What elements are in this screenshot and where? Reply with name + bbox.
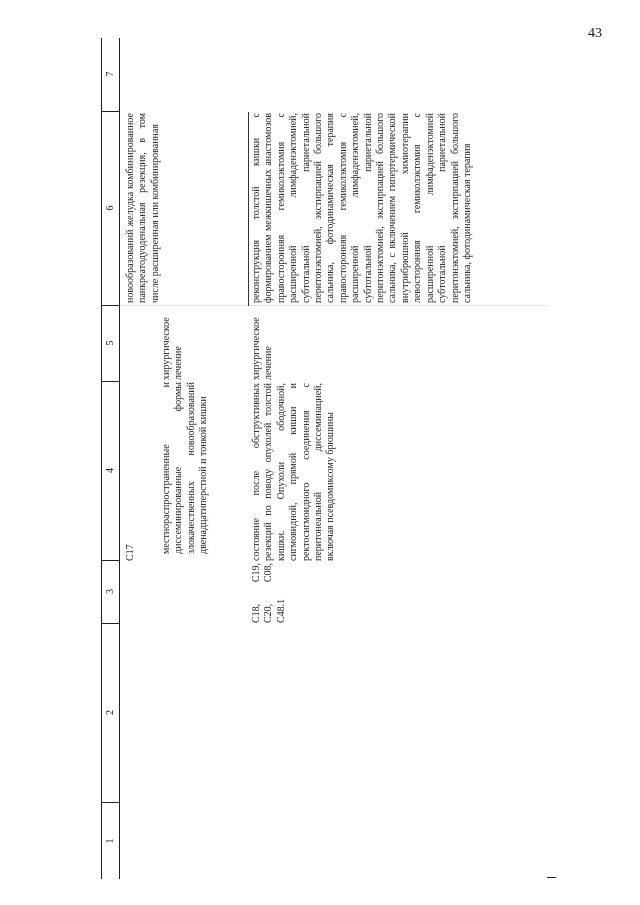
row2-treatment: хирургическое лечение	[251, 317, 275, 380]
header-col-6: 6	[102, 111, 119, 306]
table-header	[101, 38, 120, 879]
header-col-2: 2	[102, 623, 119, 803]
row2-method: реконструкция толстой кишки с формированием межкишечных анастомозов правосторонняя гемиколэктомия с расширенной лимфаденэктомией, субтотальной париетальной перитонэктомией, экстирпацией большого сальника, фотодинамическая терапия правосторонняя гемиколэктомия с расширенной лимфаденэктомией, субтотальной париетальной перитонэктомией, экстирпацией большого сальника, с включением гипертермической внутрибрюшной химиотерапии левосторонняя гемиколэктомия с расширенной лимфаденэктомией субтотальной париетальной перитонэктомией, экстирпацией большого сальника, фотодинамическая терапия	[251, 113, 473, 303]
rotated-table	[101, 38, 547, 879]
header-col-1: 1	[105, 838, 116, 844]
column-rule	[118, 305, 547, 306]
header-col-4: 4	[102, 381, 119, 561]
row2-condition: состояние после обструктивных резекций по поводу опухолей толстой кишки. Опухоли ободочной, сигмовидной, прямой кишки и ректосигмоидного соединения с перитонеальной диссеминацией, включая псевдомиксому брюшины	[251, 383, 337, 561]
row1-treatment: хирургическое лечение	[161, 317, 185, 380]
header-col-7: 7	[102, 37, 119, 112]
row1-code: C17	[125, 544, 136, 561]
row1-method: новообразований желудка комбинированное панкреатодуоденальная резекция, в том числе расширенная или комбинированная	[125, 113, 161, 303]
tick-mark	[547, 877, 556, 878]
row1-condition: местнораспространенные и диссеминированные формы злокачественных новообразований двенадцатиперстной и тонкой кишки	[161, 382, 210, 554]
header-col-5: 5	[102, 305, 119, 382]
page-number: 43	[588, 26, 602, 41]
row2-code: C18, C19, C20, C08, C48.1	[251, 563, 287, 623]
row-separator	[248, 112, 249, 306]
header-col-3: 3	[102, 560, 119, 624]
